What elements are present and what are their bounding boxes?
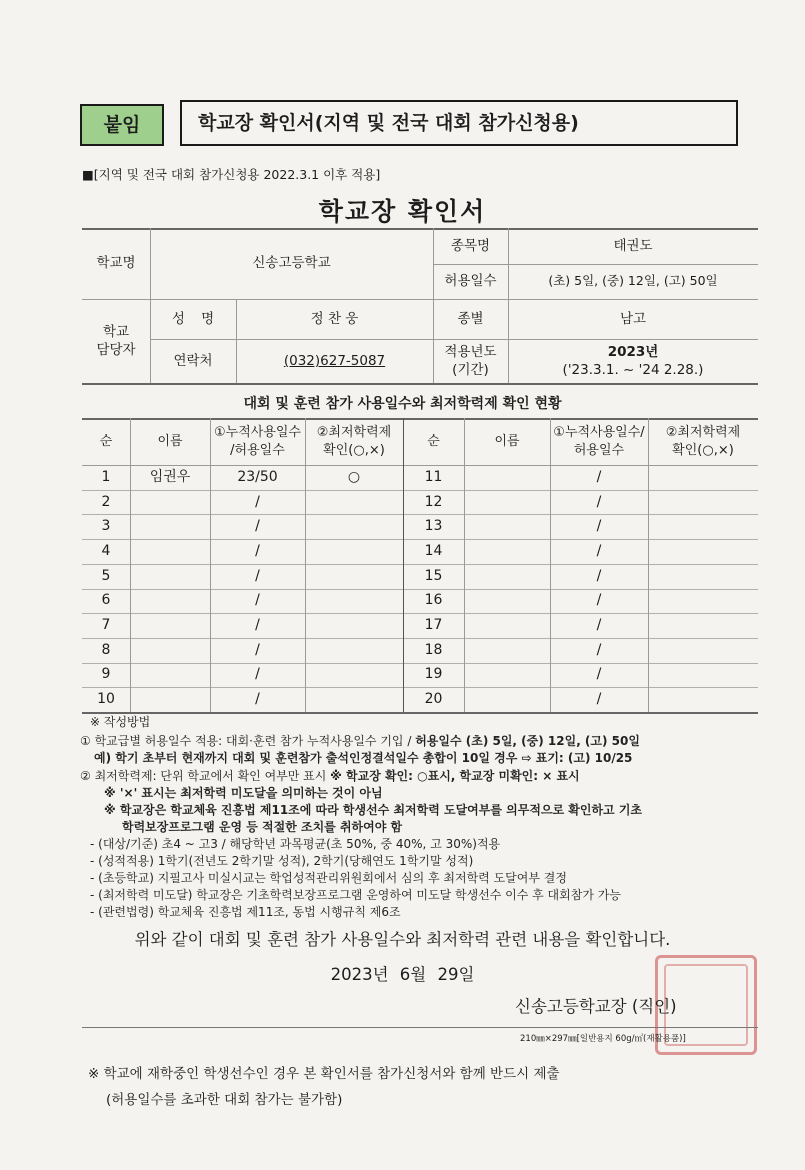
manager-name-value: 정 찬 웅	[310, 310, 359, 327]
table-cell-name	[130, 539, 210, 564]
school-name-label: 학교명	[96, 255, 136, 272]
instruction-line-1: ① 학교급별 허용일수 적용: 대회·훈련 참가 누적사용일수 기입 / 허용일수 (초) 5일, (중) 12일, (고) 50일	[80, 734, 640, 748]
allowed-days-value: (초) 5일, (중) 12일, (고) 50일	[548, 273, 718, 289]
table-cell-days: /	[596, 592, 602, 609]
table-cell-days: /	[596, 493, 602, 510]
name-label: 성 명	[171, 310, 215, 327]
table-cell-min	[305, 613, 403, 638]
table-cell-name	[130, 687, 210, 712]
table-cell-no: 8	[101, 641, 111, 658]
table-cell-no: 3	[101, 518, 111, 535]
table-cell-days: /	[596, 666, 602, 683]
table-cell-min	[305, 564, 403, 589]
table-cell-min	[648, 638, 758, 663]
table-cell-no: 10	[97, 691, 115, 708]
table-cell-days: /	[255, 617, 260, 634]
table-cell-name	[464, 638, 550, 663]
table-cell-min	[305, 539, 403, 564]
table-cell-min	[305, 490, 403, 515]
table-cell-no: 2	[101, 493, 111, 510]
table-cell-min	[305, 514, 403, 539]
year-value: 2023년	[607, 343, 659, 360]
table-cell-no: 14	[424, 542, 443, 559]
table-cell-name	[464, 589, 550, 614]
table-cell-days: /	[255, 641, 260, 658]
table-cell-name	[130, 638, 210, 663]
table-cell-min	[305, 663, 403, 688]
table-cell-days: /	[255, 493, 260, 510]
table-cell-no: 6	[101, 592, 111, 609]
table-cell-min	[648, 490, 758, 515]
table-cell-name	[464, 663, 550, 688]
table-cell-days: /	[596, 617, 602, 634]
table-cell-no: 16	[424, 592, 443, 609]
footer-note-1: ※ 학교에 재학중인 학생선수인 경우 본 확인서를 참가신청서와 함께 반드시 제출	[88, 1066, 560, 1082]
table-cell-days: /	[255, 542, 260, 559]
table-cell-no: 19	[424, 666, 443, 683]
table-cell-days: /	[255, 567, 260, 584]
attachment-badge: 붙임	[80, 104, 164, 146]
table-cell-days: /	[596, 542, 602, 559]
table-cell-name: 임권우	[149, 468, 191, 485]
footer-note-2: (허용일수를 초과한 대회 참가는 불가함)	[106, 1092, 343, 1108]
table-cell-name	[130, 564, 210, 589]
instruction-line-3: ② 최저학력제: 단위 학교에서 확인 여부만 표시 ※ 학교장 확인: ○표시, 학교장 미확인: × 표시	[80, 769, 580, 783]
table-cell-name	[464, 490, 550, 515]
table-cell-name	[130, 514, 210, 539]
document-title: 학교장 확인서	[318, 197, 487, 226]
table-cell-min	[648, 514, 758, 539]
table-cell-name	[464, 564, 550, 589]
header-days-right: ①누적사용일수/ 허용일수	[553, 424, 645, 458]
header-min-academic: ②최저학력제 확인(○,×)	[316, 424, 392, 458]
table-cell-name	[464, 687, 550, 712]
instruction-line-9: - (초등학교) 지필고사 미실시교는 학업성적관리위원회에서 심의 후 최저학력 도달여부 결정	[90, 871, 567, 885]
table-cell-min	[648, 663, 758, 688]
year-period: ('23.3.1. ~ '24 2.28.)	[562, 362, 704, 378]
sport-value: 태권도	[613, 237, 653, 254]
category-value: 남고	[619, 310, 647, 327]
table-cell-name	[464, 539, 550, 564]
table-cell-no: 18	[424, 641, 443, 658]
confirmation-statement: 위와 같이 대회 및 훈련 참가 사용일수와 최저학력 관련 내용을 확인합니다.	[134, 930, 671, 949]
table-cell-no: 11	[424, 468, 443, 485]
table-cell-min	[305, 687, 403, 712]
table-cell-days: /	[596, 641, 602, 658]
table-cell-name	[130, 663, 210, 688]
header-days: ①누적사용일수 /허용일수	[213, 424, 301, 458]
table-cell-days: /	[255, 691, 260, 708]
contact-label: 연락처	[173, 352, 213, 369]
table-cell-name	[130, 613, 210, 638]
table-cell-name	[464, 514, 550, 539]
table-cell-days: /	[255, 666, 260, 683]
table-cell-min	[648, 589, 758, 614]
contact-value: (032)627-5087	[283, 352, 386, 369]
table-cell-no: 15	[424, 567, 443, 584]
instruction-line-2: 예) 학기 초부터 현재까지 대회 및 훈련참가 출석인정결석일수 총합이 10일 경우 ⇨ 표기: (고) 10/25	[94, 751, 633, 765]
signer: 신송고등학교장 (직인)	[515, 997, 677, 1016]
table-cell-days: 23/50	[237, 468, 278, 485]
table-cell-days: /	[255, 592, 260, 609]
header-min-academic-right: ②최저학력제 확인(○,×)	[665, 424, 741, 458]
allowed-days-label: 허용일수	[444, 273, 497, 290]
applicability-note: ■[지역 및 전국 대회 참가신청용 2022.3.1 이후 적용]	[82, 167, 381, 182]
instruction-line-11: - (관련법령) 학교체육 진흥법 제11조, 동법 시행규칙 제6조	[90, 905, 401, 919]
manager-label: 학교 담당자	[96, 323, 136, 358]
table-cell-no: 20	[424, 691, 443, 708]
table-cell-no: 1	[101, 468, 111, 485]
table-cell-min	[648, 465, 758, 490]
table-cell-no: 17	[424, 617, 443, 634]
table-cell-no: 13	[424, 518, 443, 535]
instruction-line-4: ※ '×' 표시는 최저학력 미도달을 의미하는 것이 아님	[104, 786, 383, 800]
table-cell-min	[648, 687, 758, 712]
header-name: 이름	[157, 433, 183, 449]
instructions-heading: ※ 작성방법	[90, 715, 151, 729]
table-cell-min	[648, 539, 758, 564]
table-cell-min	[648, 613, 758, 638]
table-cell-name	[130, 589, 210, 614]
table-cell-days: /	[255, 518, 260, 535]
table-cell-days: /	[596, 468, 602, 485]
header-name-right: 이름	[494, 433, 520, 449]
table-cell-days: /	[596, 567, 602, 584]
instruction-line-8: - (성적적용) 1학기(전년도 2학기말 성적), 2학기(당해연도 1학기말 성적)	[90, 854, 474, 868]
table-cell-name	[464, 613, 550, 638]
table-cell-min	[305, 638, 403, 663]
table-cell-name	[130, 490, 210, 515]
instruction-line-10: - (최저학력 미도달) 학교장은 기초학력보장프로그램 운영하여 미도달 학생선수 이수 후 대회참가 가능	[90, 888, 621, 902]
issue-date: 2023년 6월 29일	[330, 965, 475, 984]
instruction-line-6: 학력보장프로그램 운영 등 적절한 조치를 취하여야 함	[122, 820, 403, 834]
header-title-box: 학교장 확인서(지역 및 전국 대회 참가신청용)	[180, 100, 738, 146]
table-cell-days: /	[596, 518, 602, 535]
table-cell-no: 12	[424, 493, 443, 510]
category-label: 종별	[457, 310, 484, 327]
header-no-right: 순	[427, 433, 440, 449]
header-no: 순	[99, 433, 113, 449]
table-cell-no: 7	[101, 617, 111, 634]
table-cell-min	[305, 589, 403, 614]
table-cell-no: 5	[101, 567, 111, 584]
table-cell-no: 9	[101, 666, 111, 683]
instruction-line-7: - (대상/기준) 초4 ~ 고3 / 해당학년 과목평균(초 50%, 중 40%, 고 30%)적용	[90, 837, 501, 851]
sport-label: 종목명	[450, 237, 491, 254]
table-cell-min	[648, 564, 758, 589]
table-cell-min: ○	[347, 468, 361, 485]
table-cell-name	[464, 465, 550, 490]
year-label: 적용년도 (기간)	[444, 343, 497, 378]
paper-spec: 210㎜×297㎜[일반용지 60g/㎡(재활용품)]	[520, 1034, 686, 1044]
school-name-value: 신송고등학교	[252, 255, 331, 272]
section-title: 대회 및 훈련 참가 사용일수와 최저학력제 확인 현황	[243, 396, 562, 412]
table-cell-no: 4	[101, 542, 111, 559]
instruction-line-5: ※ 학교장은 학교체육 진흥법 제11조에 따라 학생선수 최저학력 도달여부를 의무적으로 확인하고 기초	[104, 803, 643, 817]
table-cell-days: /	[596, 691, 602, 708]
